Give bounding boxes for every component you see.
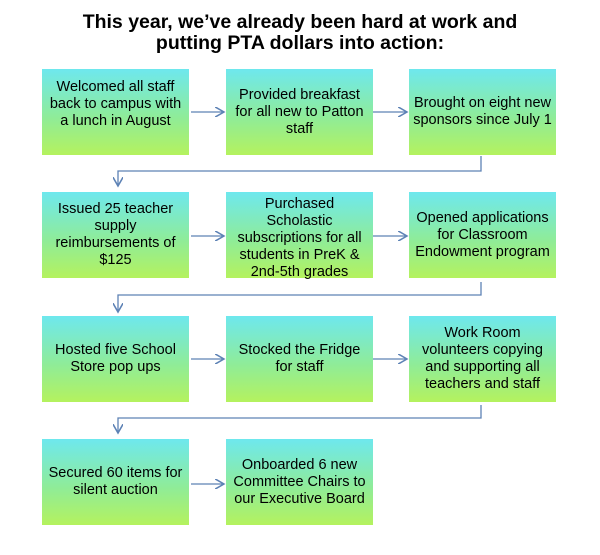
step-text: Opened applications for Classroom Endowment program [415,209,550,260]
step-text: Issued 25 teacher supply reimbursements of $125 [55,201,176,268]
step-box [42,439,189,525]
step-text: Stocked the Fridge for staff [238,342,361,375]
arrow-6-7 [118,282,481,312]
step-box [42,192,189,278]
step-text: Welcomed all staff back to campus with a lunch in August [49,79,182,129]
step-box [42,316,189,402]
arrow-9-10 [118,405,481,433]
title-line-2: putting PTA dollars into action: [155,32,445,54]
step-text: Brought on eight new sponsors since July 1 [413,95,552,128]
step-box [42,69,189,155]
step-box [409,69,556,155]
step-text: Provided breakfast for all new to Patton staff [235,86,364,137]
step-box [226,439,373,525]
step-box [409,192,556,278]
step-text: Onboarded 6 new Committee Chairs to our Executive Board [233,456,366,507]
step-box [226,192,373,278]
step-box [409,316,556,402]
step-text: Work Room volunteers copying and supporting all teachers and staff [422,325,543,392]
step-text: Secured 60 items for silent auction [48,465,183,498]
step-box [226,316,373,402]
title-line-1: This year, we’ve already been hard at work and [82,11,518,33]
step-box [226,69,373,155]
step-text: Hosted five School Store pop ups [55,342,176,375]
step-text: Purchased Scholastic subscriptions for all students in PreK & 2nd-5th grades [237,196,362,280]
arrow-3-4 [118,156,481,186]
